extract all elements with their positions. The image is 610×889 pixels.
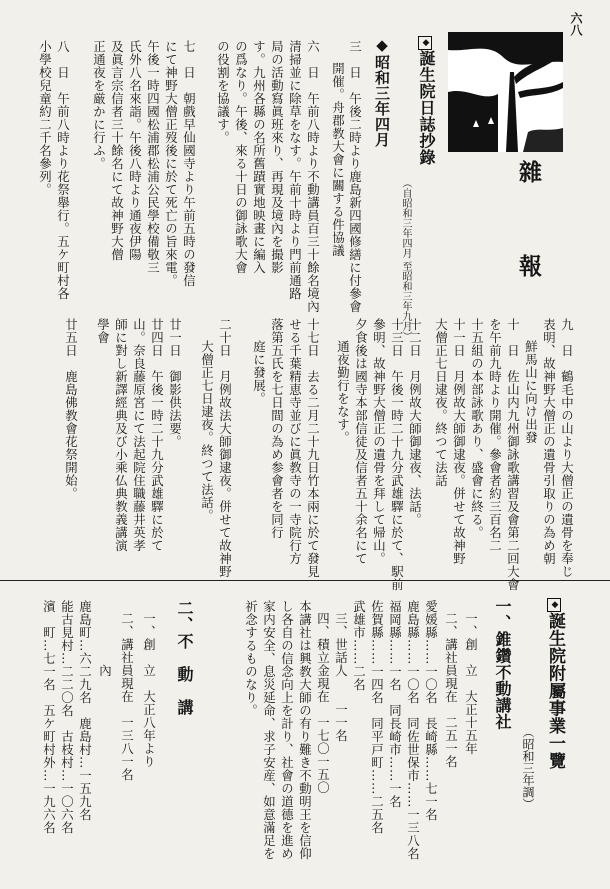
fudo-line-12: 家内安全、息災延命、求子安産、如意滿足を	[261, 600, 277, 860]
diary-line-14: 正通夜を厳かに行ふ。	[91, 40, 107, 170]
diary2-line-3: 鮮馬山に向け出發	[523, 340, 539, 444]
diary-line-16: 小學校兒童約二千名參列。	[37, 40, 53, 196]
diary2-line-7: 十一日 月例故大師御逮夜。併せて故神野	[451, 318, 467, 565]
diary2-line-21: 廿四日 午後一時二十九分武雄驛に於て	[149, 318, 165, 552]
diary-line-4: 清掃並に除草をなす。午前十時より門前通路	[287, 40, 303, 300]
diary-line-13: 及眞言宗信者三十餘名にて故神野大僧	[109, 40, 125, 261]
diary2-line-14: 十七日 去る二月二十九日竹本兩に於て發見	[305, 318, 321, 578]
fudo-line-7: 武雄市……二名	[351, 600, 367, 691]
diary-title-text: 誕生院日誌抄錄	[417, 50, 436, 166]
diary-title	[418, 36, 434, 166]
diary2-line-18: 二十日 月例故法大師御逮夜。併せて故神野	[217, 318, 233, 578]
diary-line-2: 開催。舟郡教大會に關する件協議	[330, 62, 346, 257]
fudo-line-13: 祈念するものなり。	[243, 600, 259, 717]
diary2-line-1: 九 日 鶴毛中の山より大僧正の遺骨を奉じ	[559, 318, 575, 578]
diary2-line-15: せる千葉精恵寺並びに眞教寺の一寺院行方	[287, 318, 303, 565]
diary2-line-4: 十 日 佐山内九州御詠歌講習及會第二回大會	[505, 318, 521, 591]
diary2-line-9: 十二日 月例故大師御逮夜、法話。	[407, 318, 423, 526]
fudou-line-5: 能古見村…二二〇名 古枝村…一〇六名	[59, 600, 75, 834]
diary2-line-5: を午前九時より開催。參會者約三百名二	[487, 318, 503, 552]
diary2-line-20: 廿一日 御影供法要。	[167, 318, 183, 448]
fudou-line-3: 內	[97, 612, 113, 677]
diary2-line-22: 山。奈良藤原宮にて法起院住職藤井英孝	[131, 318, 147, 552]
projects-title	[546, 598, 563, 770]
diary2-line-11: 參明、故神野大僧正の遺骨を拜して帰山。	[371, 318, 387, 565]
fudo-line-8: 三、世話人 一一名	[333, 612, 349, 742]
fudo-line-10: 本講社は興教大師の有り難き不動明王を信仰	[297, 600, 313, 860]
diary-line-10: にて神野大僧正歿後に於て死亡の旨來電。	[163, 40, 179, 287]
diary2-line-13: 通夜勤行をなす。	[335, 340, 351, 444]
diary-line-5: 局の活動寫眞班來り、再現及境內を撮影	[269, 40, 285, 274]
diary-line-7: の爲なり。午後、來る十日の御詠歌大會	[233, 40, 249, 274]
fudo-line-1: 一、創 立 大正十五年	[463, 612, 479, 755]
diary-line-9: 七 日 朝戲早仙國寺より午前五時の發信	[181, 40, 197, 287]
fudo-line-3: 愛媛縣……一〇名 長崎縣……七一名	[423, 600, 439, 821]
diary2-line-10: 十三日 午後一時二十九分武雄驛に於て、駅前	[389, 318, 405, 591]
diary-line-12: 氏外八名來詣。午後八時より通夜伊陽	[127, 40, 143, 261]
box-mark-icon: ◆	[418, 36, 432, 50]
fudo-line-2: 二、講社員現在 二五一名	[443, 612, 459, 768]
diary2-line-8: 大僧正七日逮夜。終つて法話	[433, 318, 449, 487]
diary2-line-17: 庭に發展。	[251, 340, 267, 405]
diary2-line-6: 十五組の本部詠歌あり、盛會に終る。	[469, 318, 485, 539]
fudou-heading: 二、不 動 講	[175, 600, 194, 716]
fudou-line-4: 鹿島町…六二九名 鹿島村…一五九名	[77, 600, 93, 821]
fudo-line-6: 佐賀縣……一四名 同平戸町……二五名	[369, 600, 385, 834]
projects-title-text: 誕生院附屬事業一覽	[545, 612, 565, 770]
diary2-line-23: 師に對し新譯經典及び小乘仏典教義講演	[113, 318, 129, 552]
tree-illustration	[448, 32, 563, 152]
diary2-line-19: 大僧正七日逮夜。終つて法話。	[199, 340, 215, 522]
diary-line-8: の役割を協議す。	[215, 40, 231, 144]
diary2-line-12: 夕食後は國寺本部信徒及信者五十余名にて	[353, 318, 369, 565]
fudo-line-9: 四、積立金現在 一七〇一五〇	[315, 612, 331, 794]
fudo-line-11: し各自の信念向上を計り、社會の道德を進め	[279, 600, 295, 860]
fudou-line-1: 一、創 立 大正八年より	[141, 612, 157, 768]
diary-line-15: 八 日 午前八時より花祭舉行。五ケ町村各	[55, 40, 71, 300]
diary2-line-16: 落第五氏を七日間の為め参會者を同行	[269, 318, 285, 539]
fudou-line-2: 二、講社員現在 一三八一名	[119, 612, 135, 781]
fudo-heading: 一、錐鑽不動講社	[493, 598, 512, 730]
diary-month: ◆昭和三年四月	[373, 36, 391, 148]
diary2-line-24: 學會	[95, 318, 111, 344]
box-mark-icon: ◆	[547, 598, 561, 612]
page-number: 六八	[569, 12, 583, 36]
fudo-line-4: 鹿島縣……一〇名 同佐世保市……一三八名	[405, 600, 421, 860]
diary-subtitle: （自昭和三年四月 至昭和三年九月）	[400, 178, 411, 342]
diary-line-6: す。九州各縣の名所舊蹟實地映畫に編入	[251, 40, 267, 274]
projects-subtitle: （昭和三年調）	[521, 726, 535, 810]
diary-line-3: 六 日 午前八時より不動講員百三十餘名境內	[305, 40, 321, 313]
diary2-line-25: 廿五日 鹿島佛教會花祭開始。	[63, 318, 79, 500]
section-title: 雜 報	[515, 160, 542, 301]
fudo-line-5: 福岡縣……一名 同長崎市……一名	[387, 600, 403, 808]
diary-line-1: 三 日 午後二時より鹿島新四國修繕に付參會	[347, 40, 363, 313]
fudou-line-6: 濱 町…七一名 五ケ町村外…一九六名	[41, 600, 57, 834]
diary2-line-2: 表明、故神野大僧正の遺骨引取りの為め朝	[541, 318, 557, 565]
diary-line-11: 午後一時四國松浦郡松浦公民學校備敬三	[145, 40, 161, 274]
